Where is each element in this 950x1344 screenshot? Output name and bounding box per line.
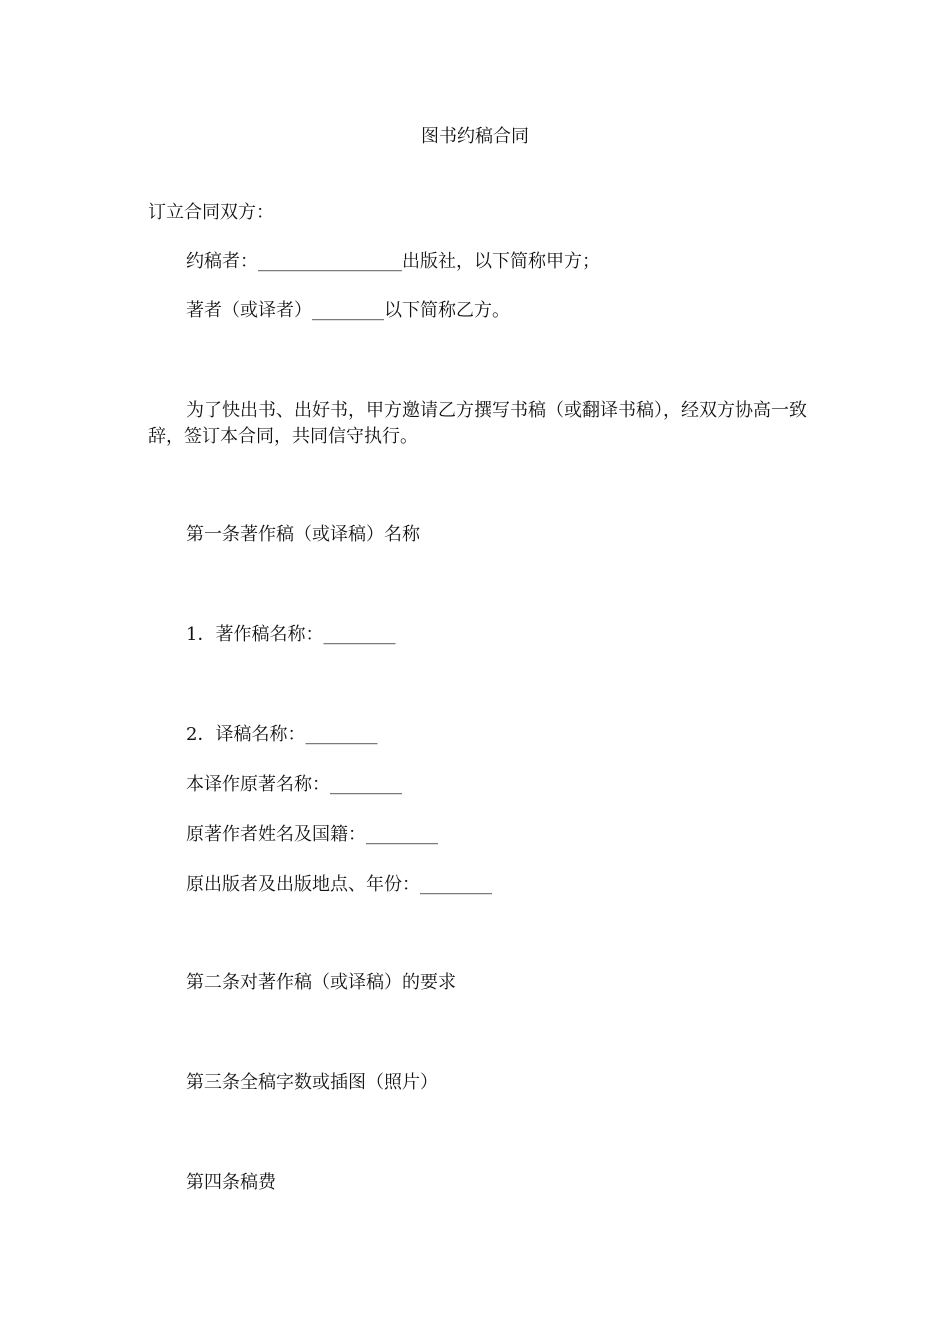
article-3-heading: 第三条全稿字数或插图（照片）: [186, 1072, 438, 1093]
article-4-heading: 第四条稿费: [186, 1172, 276, 1193]
document-title: 图书约稿合同: [421, 126, 529, 147]
parties-heading: 订立合同双方：: [148, 202, 274, 223]
original-author-line: 原著作者姓名及国籍：________: [186, 824, 438, 845]
article-1-item-2: 2．译稿名称：________: [186, 724, 378, 745]
original-title-line: 本译作原著名称：________: [186, 774, 402, 795]
article-1-heading: 第一条著作稿（或译稿）名称: [186, 524, 420, 545]
preamble-paragraph: 为了快出书、出好书，甲方邀请乙方撰写书稿（或翻译书稿），经双方协高一致辞，签订本合同，共同信守执行。: [148, 400, 807, 447]
party-a-line: 约稿者：________________出版社，以下简称甲方；: [186, 251, 600, 272]
party-b-line: 著者（或译者）________以下简称乙方。: [186, 300, 510, 321]
original-publisher-line: 原出版者及出版地点、年份：________: [186, 874, 492, 895]
article-1-item-1: 1．著作稿名称：________: [186, 624, 396, 645]
article-2-heading: 第二条对著作稿（或译稿）的要求: [186, 972, 456, 993]
